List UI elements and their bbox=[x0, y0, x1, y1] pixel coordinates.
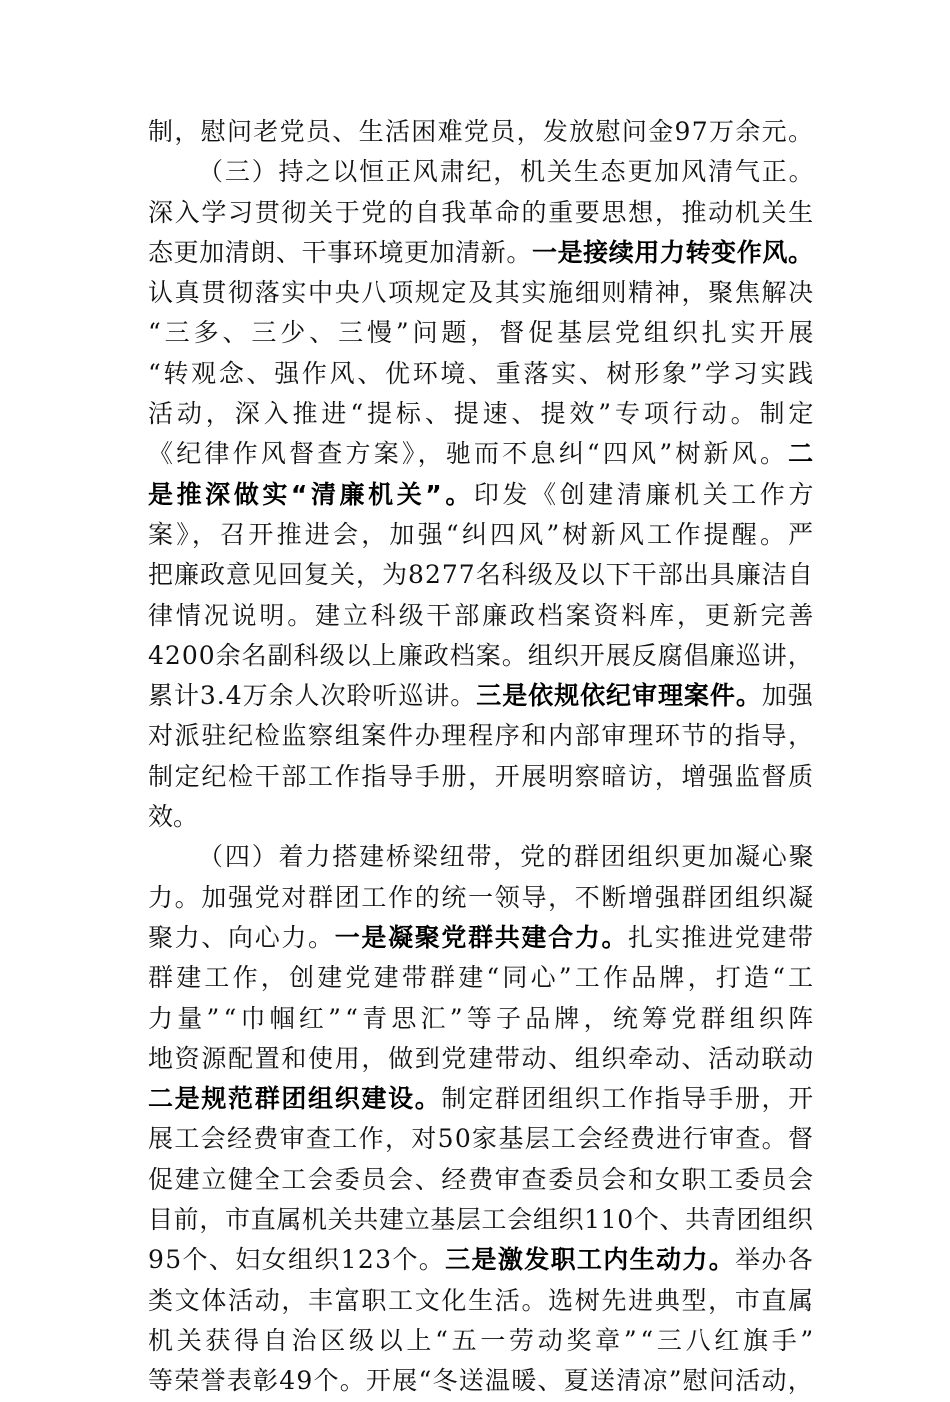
text-line bbox=[148, 837, 818, 877]
text-line bbox=[148, 475, 818, 515]
bold-heading-segment: 一是凝聚党群共建合力。 bbox=[334, 922, 629, 952]
text-segment: 群建工作，创建党建带群建“同心”工作品牌，打造“工 bbox=[148, 963, 817, 993]
text-segment: （三）持之以恒正风肃纪，机关生态更加风清气正。 bbox=[198, 157, 816, 187]
text-segment: 深入学习贯彻关于党的自我革命的重要思想，推动机关生 bbox=[148, 197, 815, 227]
bold-heading-segment: 一是接续用力转变作风。 bbox=[531, 237, 814, 267]
text-segment: 制，慰问老党员、生活困难党员，发放慰问金97万余元。 bbox=[148, 117, 815, 146]
text-segment: 态更加清朗、干事环境更加清新。 bbox=[148, 237, 532, 267]
bold-heading-segment: 二 bbox=[788, 439, 817, 469]
text-line bbox=[148, 1200, 818, 1240]
text-line bbox=[148, 757, 818, 797]
text-segment: 印发《创建清廉机关工作方 bbox=[473, 479, 817, 509]
text-segment: 案》，召开推进会，加强“纠四风”树新风工作提醒。严 bbox=[148, 519, 817, 549]
text-line bbox=[148, 555, 818, 595]
text-segment: 制定纪检干部工作指导手册，开展明察暗访，增强监督质 bbox=[148, 761, 815, 791]
text-line bbox=[148, 958, 818, 998]
text-segment: 4200余名副科级以上廉政档案。组织开展反腐倡廉巡讲， bbox=[148, 640, 814, 670]
text-segment: 力量”“巾帼红”“青思汇”等子品牌，统筹党群组织阵 bbox=[148, 1003, 818, 1033]
text-line bbox=[148, 354, 818, 394]
text-segment: 地资源配置和使用，做到党建带动、组织牵动、活动联动 bbox=[148, 1043, 815, 1073]
text-segment: 累计3.4万余人次聆听巡讲。 bbox=[148, 681, 477, 711]
document-body bbox=[148, 112, 818, 1402]
text-line bbox=[148, 878, 818, 918]
text-segment: “三多、三少、三慢”问题，督促基层党组织扎实开展 bbox=[148, 318, 818, 348]
text-segment: 等荣誉表彰49个。开展“冬送温暖、夏送清凉”慰问活动， bbox=[148, 1366, 815, 1396]
text-line bbox=[148, 716, 818, 756]
text-line bbox=[148, 233, 818, 273]
text-segment: 加强 bbox=[761, 681, 814, 711]
text-line bbox=[148, 1119, 818, 1159]
text-segment: （四）着力搭建桥梁纽带，党的群团组织更加凝心聚 bbox=[198, 842, 816, 872]
text-segment: “转观念、强作风、优环境、重落实、树形象”学习实践 bbox=[148, 358, 816, 388]
text-segment: 效。 bbox=[148, 802, 199, 832]
text-segment: 目前，市直属机关共建立基层工会组织110个、共青团组织 bbox=[148, 1205, 814, 1235]
text-line bbox=[148, 596, 818, 636]
text-segment: 扎实推进党建带 bbox=[628, 922, 815, 952]
text-segment: 制定群团组织工作指导手册，开 bbox=[441, 1084, 815, 1114]
text-line bbox=[148, 1039, 818, 1079]
text-segment: 95个、妇女组织123个。 bbox=[148, 1245, 446, 1275]
text-line bbox=[148, 1281, 818, 1321]
text-segment: 机关获得自治区级以上“五一劳动奖章”“三八红旗手” bbox=[148, 1325, 817, 1355]
text-segment: 《纪律作风督查方案》，驰而不息纠“四风”树新风。 bbox=[148, 439, 789, 469]
bold-heading-segment: 二是规范群团组织建设。 bbox=[148, 1084, 442, 1114]
text-line bbox=[148, 1321, 818, 1361]
text-line bbox=[148, 1160, 818, 1200]
text-segment: 举办各 bbox=[735, 1245, 815, 1275]
text-line bbox=[148, 999, 818, 1039]
text-line bbox=[148, 1361, 818, 1401]
text-line bbox=[148, 676, 818, 716]
text-segment: 律情况说明。建立科级干部廉政档案资料库，更新完善 bbox=[148, 600, 817, 630]
text-line bbox=[148, 918, 818, 958]
text-segment: 力。加强党对群团工作的统一领导，不断增强群团组织凝 bbox=[148, 882, 815, 912]
bold-heading-segment: 是推深做实“清廉机关”。 bbox=[148, 479, 474, 509]
text-line bbox=[148, 313, 818, 353]
text-segment: 促建立健全工会委员会、经费审查委员会和女职工委员会 bbox=[148, 1164, 815, 1194]
text-segment: 把廉政意见回复关，为8277名科级及以下干部出具廉洁自 bbox=[148, 560, 814, 590]
text-line bbox=[148, 112, 818, 152]
text-line bbox=[148, 636, 818, 676]
text-line bbox=[148, 515, 818, 555]
text-segment: 对派驻纪检监察组案件办理程序和内部审理环节的指导， bbox=[148, 721, 815, 751]
text-segment: 展工会经费审查工作，对50家基层工会经费进行审查。督 bbox=[148, 1124, 815, 1154]
text-line bbox=[148, 152, 818, 192]
text-line bbox=[148, 1240, 818, 1280]
text-segment: 类文体活动，丰富职工文化生活。选树先进典型，市直属 bbox=[148, 1285, 815, 1315]
text-line bbox=[148, 1079, 818, 1119]
text-line bbox=[148, 394, 818, 434]
bold-heading-segment: 三是激发职工内生动力。 bbox=[445, 1245, 736, 1275]
text-segment: 聚力、向心力。 bbox=[148, 922, 335, 952]
text-segment: 认真贯彻落实中央八项规定及其实施细则精神，聚焦解决 bbox=[148, 278, 815, 308]
text-line bbox=[148, 273, 818, 313]
text-line bbox=[148, 797, 818, 837]
text-line bbox=[148, 434, 818, 474]
text-line bbox=[148, 193, 818, 233]
bold-heading-segment: 三是依规依纪审理案件。 bbox=[476, 681, 762, 711]
text-segment: 活动，深入推进“提标、提速、提效”专项行动。制定 bbox=[148, 399, 818, 429]
